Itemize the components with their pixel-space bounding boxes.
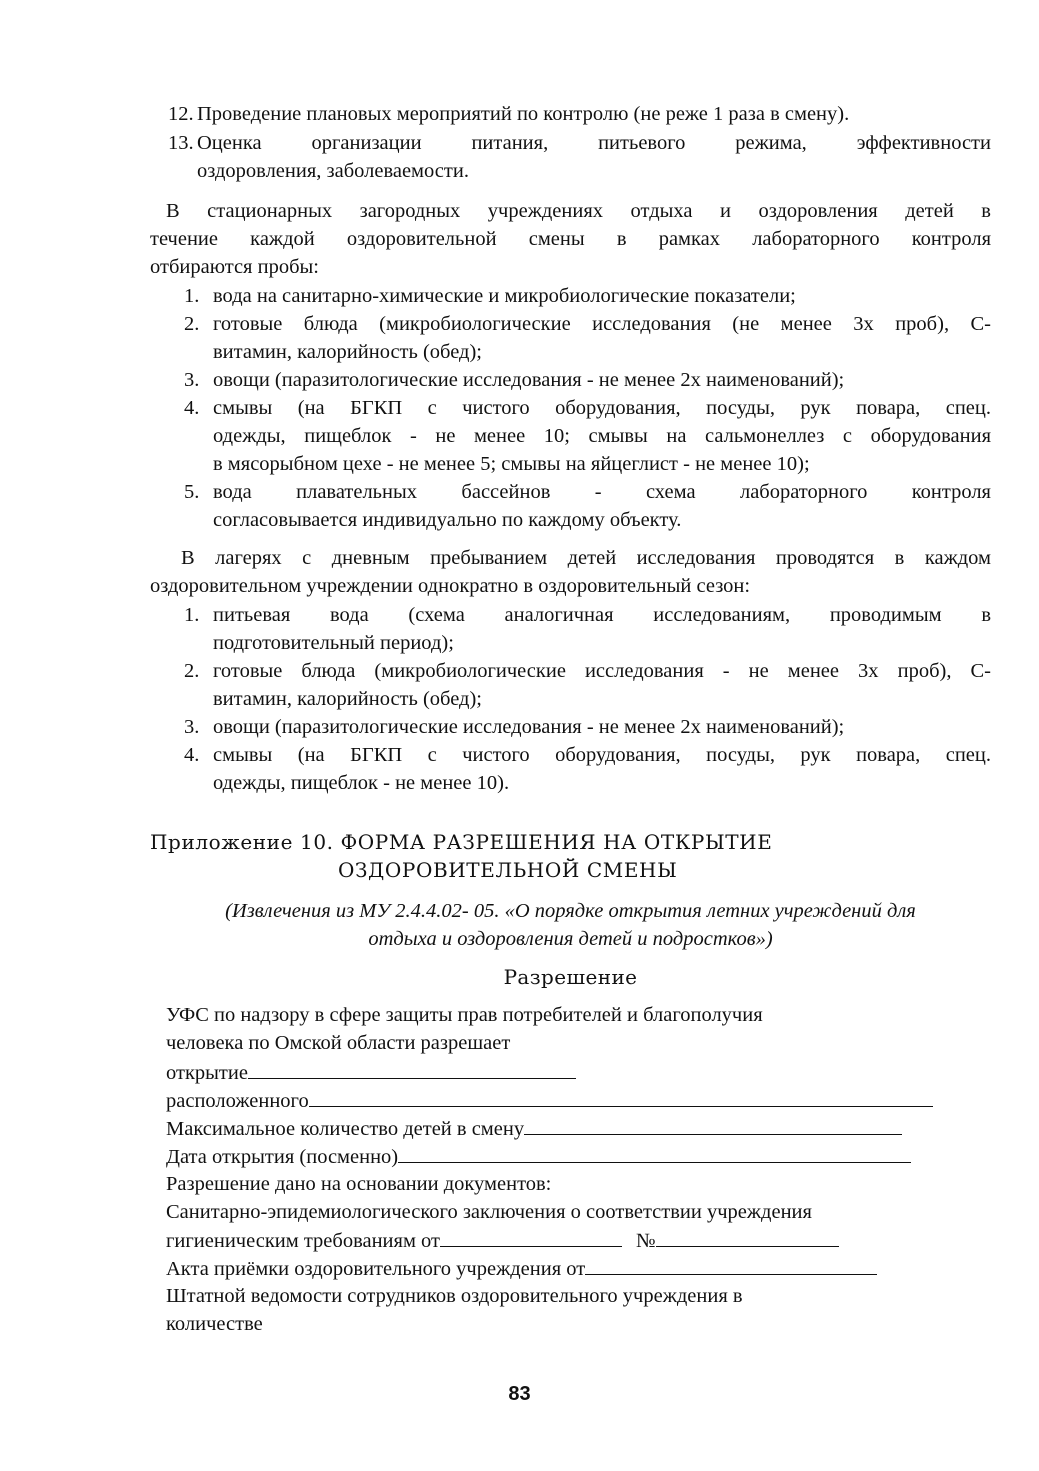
form-field-opening-date — [166, 1143, 911, 1170]
list-item-text: одежды, пищеблок - не менее 10). — [213, 772, 510, 794]
form-line: УФС по надзору в сфере защиты прав потребителей и благополучия — [166, 1004, 763, 1026]
form-field-max-children — [166, 1115, 902, 1142]
form-label: расположенного — [166, 1090, 309, 1112]
list-item-number: 3. — [184, 716, 200, 738]
source-note: (Извлечения из МУ 2.4.4.02- 05. «О порядке открытия летних учреждений для — [225, 900, 916, 922]
list-item-number: 4. — [184, 744, 200, 766]
form-field-opening — [166, 1059, 576, 1086]
list-item-text: смывы (на БГКП с чистого оборудования, посуды, рук повара, спец. — [213, 744, 991, 766]
form-line: Санитарно-эпидемиологического заключения о соответствии учреждения — [166, 1201, 812, 1223]
list-item-text: Проведение плановых мероприятий по контролю (не реже 1 раза в смену). — [197, 103, 850, 125]
list-item-text: подготовительный период); — [213, 632, 454, 654]
list-item-text: питьевая вода (схема аналогичная исследованиям, проводимым в — [213, 604, 991, 626]
blank-field — [248, 1059, 576, 1079]
form-field-located — [166, 1087, 933, 1114]
blank-field — [309, 1087, 933, 1107]
form-label: гигиеническим требованиям от — [166, 1230, 440, 1252]
appendix-heading: ОЗДОРОВИТЕЛЬНОЙ СМЕНЫ — [338, 858, 678, 882]
list-item-number: 5. — [184, 481, 200, 503]
number-sign: № — [636, 1230, 656, 1252]
form-line: человека по Омской области разрешает — [166, 1032, 511, 1054]
list-item-number: 3. — [184, 369, 200, 391]
list-item-text: готовые блюда (микробиологические исследования - не менее 3х проб), С- — [213, 660, 991, 682]
list-item-number: 2. — [184, 660, 200, 682]
list-item-number: 2. — [184, 313, 200, 335]
list-item-text: оздоровления, заболеваемости. — [197, 160, 469, 182]
form-field-sanitary — [166, 1227, 839, 1254]
list-item-text: готовые блюда (микробиологические исследования (не менее 3х проб), С- — [213, 313, 991, 335]
blank-field — [398, 1143, 911, 1163]
list-item-text: витамин, калорийность (обед); — [213, 341, 483, 363]
list-item-text: овощи (паразитологические исследования - не менее 2х наименований); — [213, 716, 845, 738]
form-label: Максимальное количество детей в смену — [166, 1118, 525, 1140]
form-field-act — [166, 1255, 877, 1282]
list-item-text: витамин, калорийность (обед); — [213, 688, 483, 710]
paragraph-line: В стационарных загородных учреждениях отдыха и оздоровления детей в — [166, 200, 991, 222]
list-item-text: вода на санитарно-химические и микробиологические показатели; — [213, 285, 796, 307]
list-item-text: овощи (паразитологические исследования - не менее 2х наименований); — [213, 369, 845, 391]
list-item-number: 1. — [184, 285, 200, 307]
paragraph-line: течение каждой оздоровительной смены в рамках лабораторного контроля — [150, 228, 991, 250]
form-line: количестве — [166, 1313, 263, 1335]
source-note: отдыха и оздоровления детей и подростков») — [368, 928, 773, 950]
form-line: Штатной ведомости сотрудников оздоровительного учреждения в — [166, 1285, 743, 1307]
list-item-text: смывы (на БГКП с чистого оборудования, посуды, рук повара, спец. — [213, 397, 991, 419]
blank-field — [440, 1227, 622, 1247]
form-line: Разрешение дано на основании документов: — [166, 1173, 552, 1195]
page-number: 83 — [508, 1383, 531, 1405]
form-label: Дата открытия (посменно) — [166, 1146, 399, 1168]
paragraph-line: отбираются пробы: — [150, 256, 319, 278]
form-title: Разрешение — [503, 965, 638, 989]
list-item-text: одежды, пищеблок - не менее 10; смывы на сальмонеллез с оборудования — [213, 425, 991, 447]
blank-field — [656, 1227, 839, 1247]
list-item-text: в мясорыбном цехе - не менее 5; смывы на яйцеглист - не менее 10); — [213, 453, 810, 475]
paragraph-line: В лагерях с дневным пребыванием детей исследования проводятся в каждом — [181, 547, 991, 569]
paragraph-line: оздоровительном учреждении однократно в оздоровительный сезон: — [150, 575, 751, 597]
form-label: открытие — [166, 1062, 248, 1084]
list-item-text: вода плавательных бассейнов - схема лабораторного контроля — [213, 481, 991, 503]
blank-field — [585, 1255, 877, 1275]
appendix-heading: Приложение 10. ФОРМА РАЗРЕШЕНИЯ НА ОТКРЫТИЕ — [150, 830, 773, 854]
list-item-text: Оценка организации питания, питьевого режима, эффективности — [197, 132, 991, 154]
list-item-number: 4. — [184, 397, 200, 419]
blank-field — [524, 1115, 902, 1135]
list-item-number: 12. — [168, 103, 194, 125]
list-item-number: 13. — [168, 132, 194, 154]
form-label: Акта приёмки оздоровительного учреждения от — [166, 1258, 586, 1280]
list-item-number: 1. — [184, 604, 200, 626]
list-item-text: согласовывается индивидуально по каждому объекту. — [213, 509, 682, 531]
